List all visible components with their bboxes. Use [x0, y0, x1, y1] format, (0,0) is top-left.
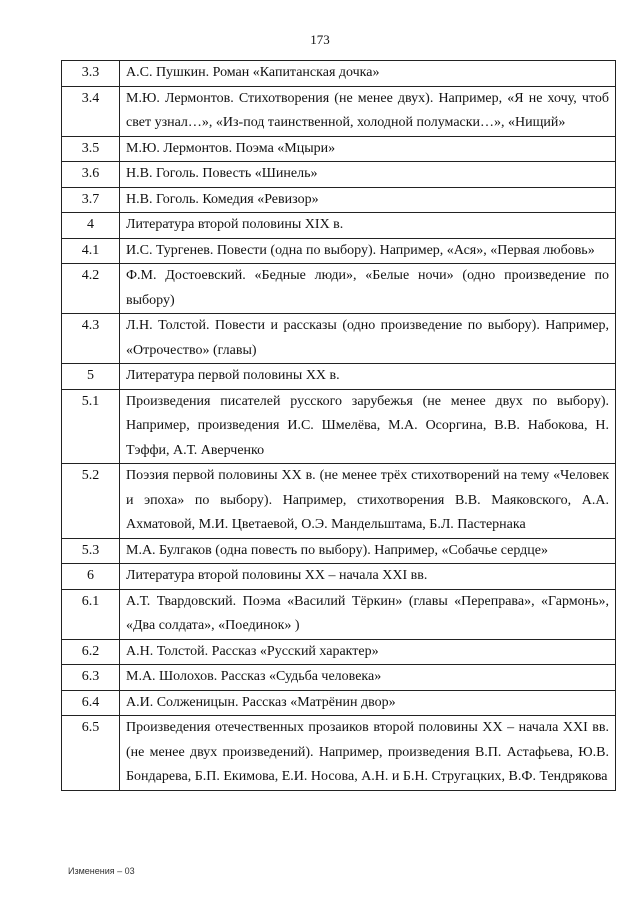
row-text: А.И. Солженицын. Рассказ «Матрёнин двор»	[120, 690, 616, 716]
row-text: Произведения отечественных прозаиков второй половины XX – начала XXI вв. (не менее двух произведений). Например, произведения В.П. Астафьева, Ю.В. Бондарева, Б.П. Екимова, Е.И. Носова, А.Н. и Б.Н. Стругацких, В.Ф. Тендрякова	[120, 716, 616, 791]
table-row	[62, 162, 616, 188]
row-text: М.Ю. Лермонтов. Поэма «Мцыри»	[120, 136, 616, 162]
row-number: 4.1	[62, 238, 120, 264]
table-row	[62, 86, 616, 136]
row-number: 3.4	[62, 86, 120, 136]
row-number: 4.3	[62, 314, 120, 364]
table-row	[62, 136, 616, 162]
row-number: 3.7	[62, 187, 120, 213]
row-text: Л.Н. Толстой. Повести и рассказы (одно произведение по выбору). Например, «Отрочество» (главы)	[120, 314, 616, 364]
row-text: Ф.М. Достоевский. «Бедные люди», «Белые ночи» (одно произведение по выбору)	[120, 264, 616, 314]
table-row	[62, 538, 616, 564]
revision-footer: Изменения – 03	[68, 866, 135, 876]
row-text: Произведения писателей русского зарубежья (не менее двух по выбору). Например, произведения И.С. Шмелёва, М.А. Осоргина, В.В. Набокова, Н. Тэффи, А.Т. Аверченко	[120, 389, 616, 464]
table-row	[62, 238, 616, 264]
table-row	[62, 716, 616, 791]
curriculum-table	[61, 60, 616, 791]
table-row	[62, 314, 616, 364]
table-row	[62, 665, 616, 691]
row-text: А.Т. Твардовский. Поэма «Василий Тёркин» (главы «Переправа», «Гармонь», «Два солдата», «Поединок» )	[120, 589, 616, 639]
row-number: 6.5	[62, 716, 120, 791]
row-text: А.С. Пушкин. Роман «Капитанская дочка»	[120, 61, 616, 87]
row-number: 3.6	[62, 162, 120, 188]
table-row	[62, 639, 616, 665]
row-text: Н.В. Гоголь. Комедия «Ревизор»	[120, 187, 616, 213]
table-row	[62, 61, 616, 87]
row-number: 6.3	[62, 665, 120, 691]
table-row	[62, 364, 616, 390]
row-text: Литература второй половины XIX в.	[120, 213, 616, 239]
table-row	[62, 690, 616, 716]
row-text: Литература второй половины XX – начала XXI вв.	[120, 564, 616, 590]
row-number: 5.1	[62, 389, 120, 464]
row-number: 6.4	[62, 690, 120, 716]
row-number: 3.3	[62, 61, 120, 87]
table-row	[62, 264, 616, 314]
row-number: 6.1	[62, 589, 120, 639]
table-row	[62, 589, 616, 639]
page-number: 173	[310, 32, 330, 47]
row-number: 5.3	[62, 538, 120, 564]
table-row	[62, 564, 616, 590]
table-body	[62, 61, 616, 791]
row-text: Поэзия первой половины XX в. (не менее трёх стихотворений на тему «Человек и эпоха» по выбору). Например, стихотворения В.В. Маяковского, А.А. Ахматовой, М.И. Цветаевой, О.Э. Мандельштама, Б.Л. Пастернака	[120, 464, 616, 539]
row-text: Н.В. Гоголь. Повесть «Шинель»	[120, 162, 616, 188]
row-text: М.А. Шолохов. Рассказ «Судьба человека»	[120, 665, 616, 691]
row-number: 4	[62, 213, 120, 239]
table-row	[62, 213, 616, 239]
table-row	[62, 187, 616, 213]
row-text: М.Ю. Лермонтов. Стихотворения (не менее двух). Например, «Я не хочу, чтоб свет узнал…», «Из-под таинственной, холодной полумаски…», «Нищий»	[120, 86, 616, 136]
row-text: А.Н. Толстой. Рассказ «Русский характер»	[120, 639, 616, 665]
row-number: 4.2	[62, 264, 120, 314]
row-number: 3.5	[62, 136, 120, 162]
row-number: 5	[62, 364, 120, 390]
row-number: 6.2	[62, 639, 120, 665]
row-text: И.С. Тургенев. Повести (одна по выбору). Например, «Ася», «Первая любовь»	[120, 238, 616, 264]
row-text: М.А. Булгаков (одна повесть по выбору). Например, «Собачье сердце»	[120, 538, 616, 564]
table-row	[62, 464, 616, 539]
row-number: 5.2	[62, 464, 120, 539]
row-number: 6	[62, 564, 120, 590]
row-text: Литература первой половины XX в.	[120, 364, 616, 390]
table-row	[62, 389, 616, 464]
